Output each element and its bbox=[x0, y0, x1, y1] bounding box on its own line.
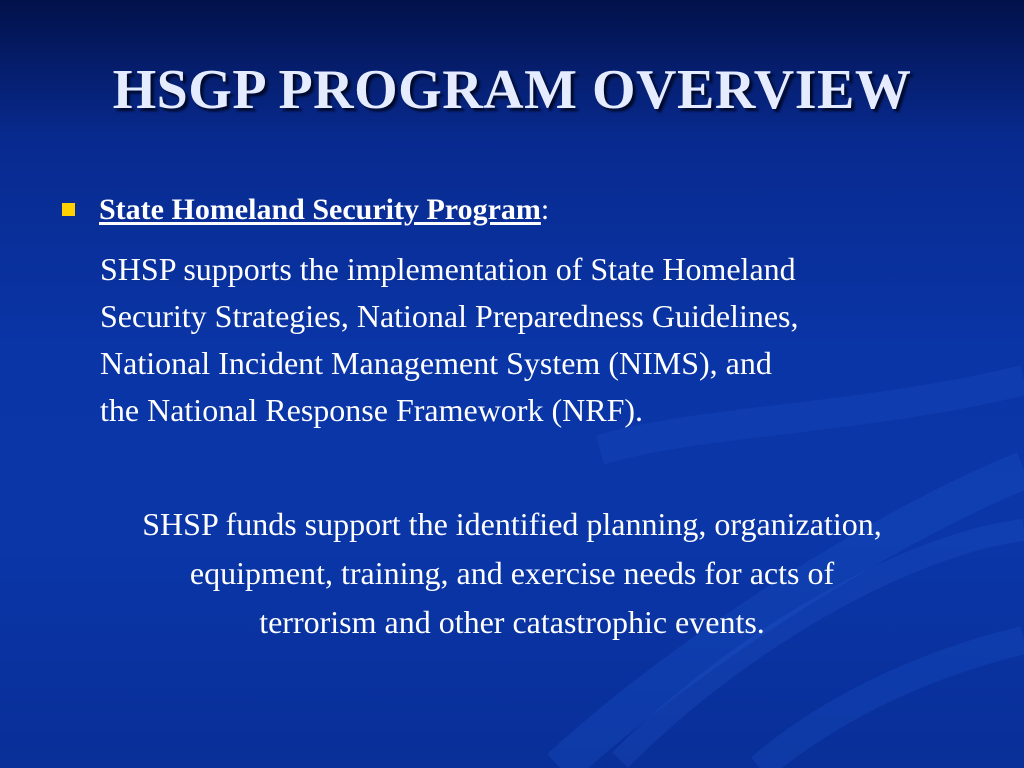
bullet-heading-colon: : bbox=[540, 193, 550, 226]
square-bullet-icon bbox=[62, 203, 75, 216]
bullet-description bbox=[100, 246, 980, 434]
description-line: National Incident Management System (NIMS), and bbox=[100, 345, 772, 381]
slide-title: HSGP PROGRAM OVERVIEW bbox=[112, 59, 912, 121]
description-line: Security Strategies, National Preparedness Guidelines, bbox=[100, 298, 799, 334]
summary-line: equipment, training, and exercise needs for acts of bbox=[189, 555, 835, 591]
bullet-heading: State Homeland Security Program bbox=[99, 193, 541, 226]
summary-line: SHSP funds support the identified planning, organization, bbox=[142, 506, 882, 542]
bullet-item bbox=[62, 190, 962, 230]
summary-paragraph bbox=[0, 500, 1024, 647]
description-line: the National Response Framework (NRF). bbox=[100, 392, 644, 428]
summary-line: terrorism and other catastrophic events. bbox=[259, 604, 765, 640]
description-line: SHSP supports the implementation of State Homeland bbox=[100, 251, 796, 287]
